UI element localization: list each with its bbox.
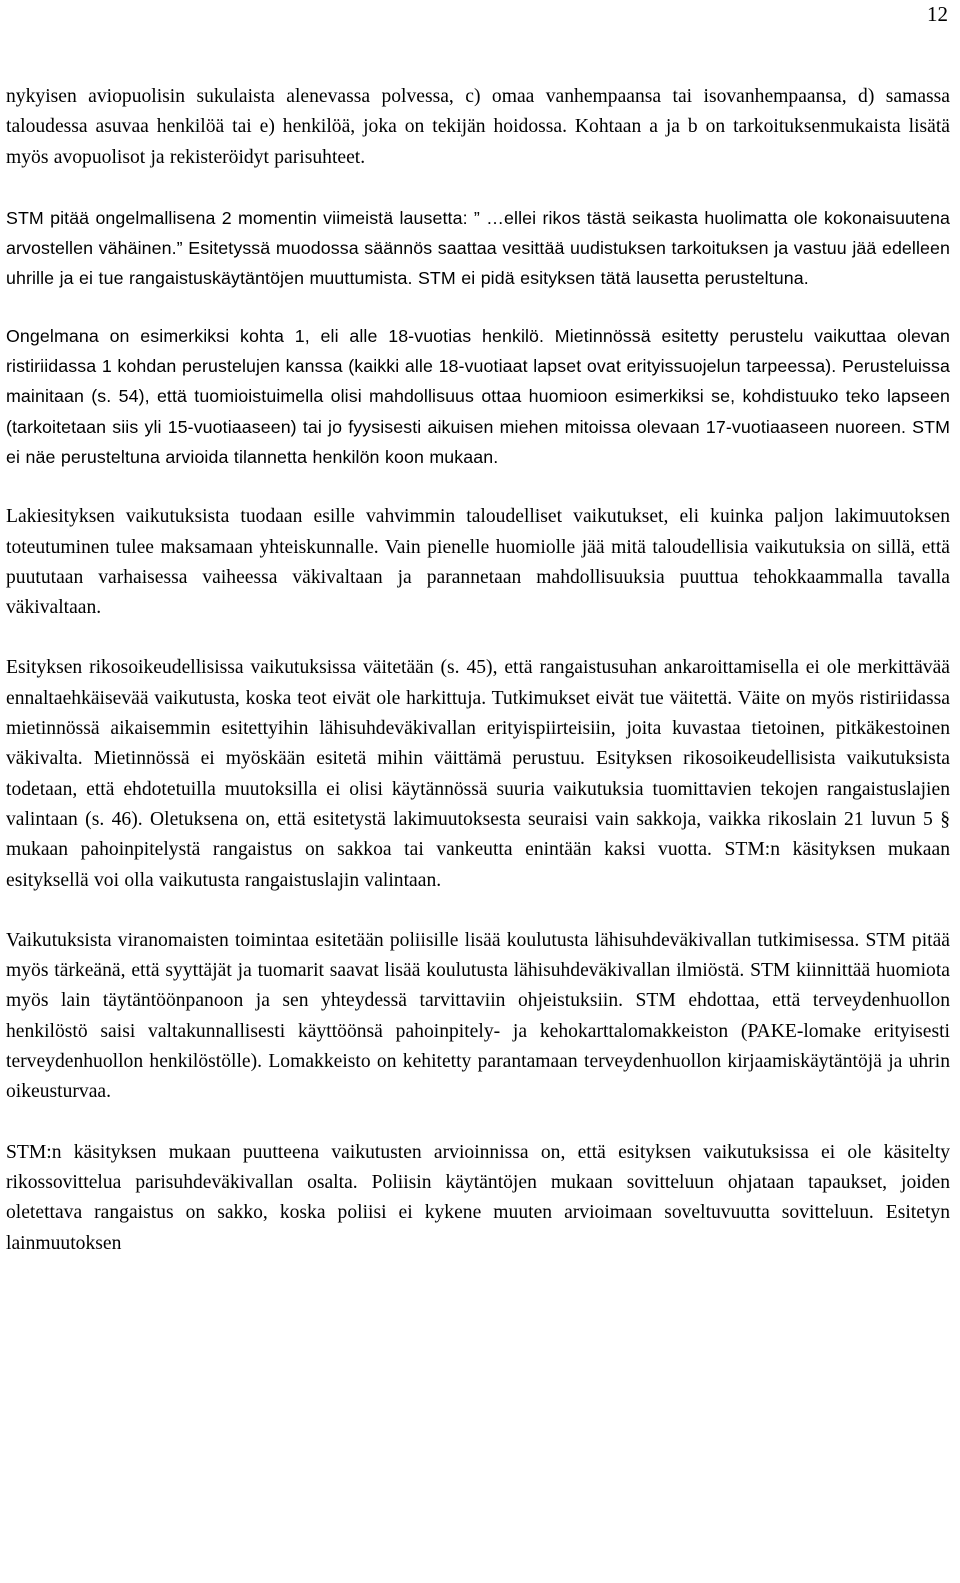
paragraph-6: Vaikutuksista viranomaisten toimintaa esitetään poliisille lisää koulutusta lähisuhdeväkivallan tutkimisessa. STM pitää myös tärkeänä, että syyttäjät ja tuomarit saavat lisää koulutusta lähisuhdeväkivallan ilmiöstä. STM kiinnittää huomiota myös lain täytäntöönpanoon ja sen yhteydessä tarvittaviin ohjeistuksiin. STM ehdottaa, että terveydenhuollon henkilöstö saisi valtakunnallisesti käyttöönsä pahoinpitely- ja kehokarttalomakkeiston (PAKE-lomake erityisesti terveydenhuollon henkilöstölle). Lomakkeisto on kehitetty parantamaan terveydenhuollon kirjaamiskäytäntöjä ja uhrin oikeusturvaa.	[6, 929, 950, 1103]
paragraph-5: Esityksen rikosoikeudellisissa vaikutuksissa väitetään (s. 45), että rangaistusuhan ankaroittamisella ei ole merkittävää ennaltaehkäisevää vaikutusta, koska teot eivät ole harkittuja. Tutkimukset eivät tue väitettä. Väite on myös ristiriidassa mietinnössä aikaisemmin esitettyihin lähisuhdeväkivallan erityispiirteisiin, joita kuvastaa tietoinen, pitkäkestoinen väkivalta. Mietinnössä ei myöskään esitetä mihin väittämä perustuu. Esityksen rikosoikeudellisista vaikutuksista todetaan, että ehdotetuilla muutoksilla ei olisi käytännössä suuria vaikutuksia tuomittavien tekojen rangaistuslajien valintaan (s. 46). Oletuksena on, että esitetystä lakimuutoksesta seuraisi vain sakkoja, vaikka rikoslain 21 luvun 5 § mukaan pahoinpitelystä rangaistus on sakkoa tai vankeutta enintään kaksi vuotta. STM:n käsityksen mukaan esityksellä voi olla vaikutusta rangaistuslajin valintaan.	[6, 657, 950, 891]
paragraph-1: nykyisen aviopuolisin sukulaista alenevassa polvessa, c) omaa vanhempaansa tai isovanhempaansa, d) samassa taloudessa asuvaa henkilöä tai e) henkilöä, joka on tekijän hoidossa. Kohtaan a ja b on tarkoituksenmukaista lisätä myös avopuolisot ja rekisteröidyt parisuhteet.	[6, 86, 950, 168]
page-number: 12	[927, 2, 948, 26]
paragraph-2: STM pitää ongelmallisena 2 momentin viimeistä lausetta: ” …ellei rikos tästä seikasta huolimatta ole kokonaisuutena arvostellen vähäinen.” Esitetyssä muodossa säännös saattaa vesittää uudistuksen tarkoituksen ja vastuu jää edelleen uhrille ja ei tue rangaistuskäytäntöjen muuttumista. STM ei pidä esityksen tätä lausetta perusteltuna.	[6, 207, 950, 289]
paragraph-4: Lakiesityksen vaikutuksista tuodaan esille vahvimmin taloudelliset vaikutukset, eli kuinka paljon lakimuutoksen toteutuminen tulee maksamaan yhteiskunnalle. Vain pienelle huomiolle jää mitä taloudellisia vaikutuksia on sillä, että puututaan varhaisessa vaiheessa väkivaltaan ja parannetaan mahdollisuuksia puuttua tehokkaammalla tavalla väkivaltaan.	[6, 506, 950, 619]
paragraph-7: STM:n käsityksen mukaan puutteena vaikutusten arvioinnissa on, että esityksen vaikutuksissa ei ole käsitelty rikossovittelua parisuhdeväkivallan osalta. Poliisin käytäntöjen mukaan sovitteluun ohjataan tapaukset, joiden oletettava rangaistus on sakko, koska poliisi ei kykene muuten arvioimaan soveltuvuutta sovitteluun. Esitetyn lainmuutoksen	[6, 1141, 950, 1254]
document-body	[6, 82, 950, 1259]
paragraph-3: Ongelmana on esimerkiksi kohta 1, eli alle 18-vuotias henkilö. Mietinnössä esitetty perustelu vaikuttaa olevan ristiriidassa 1 kohdan perustelujen kanssa (kaikki alle 18-vuotiaat lapset ovat erityissuojelun tarpeessa). Perusteluissa mainitaan (s. 54), että tuomioistuimella olisi mahdollisuus ottaa huomioon esimerkiksi se, kohdistuuko teko lapseen (tarkoitetaan siis yli 15-vuotiaaseen) tai jo fyysisesti aikuisen miehen mitoissa olevaan 17-vuotiaaseen nuoreen. STM ei näe perusteltuna arvioida tilannetta henkilön koon mukaan.	[6, 325, 950, 467]
